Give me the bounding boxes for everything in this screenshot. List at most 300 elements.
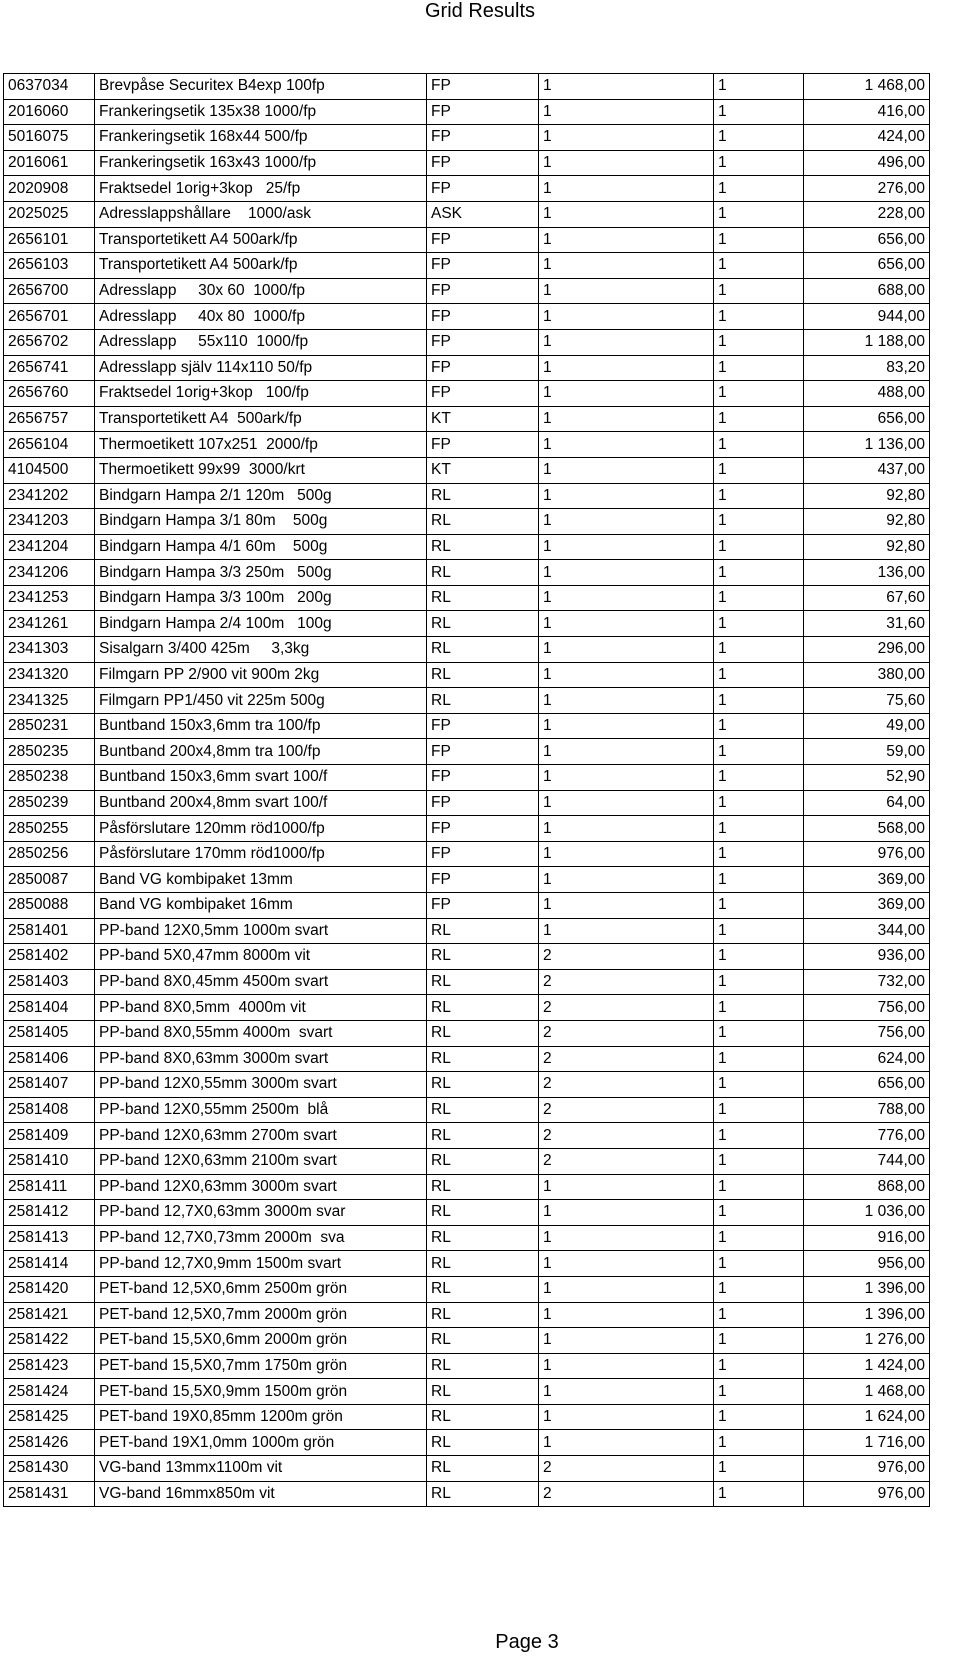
description-cell: Påsförslutare 170mm röd1000/fp xyxy=(95,841,427,867)
description-cell: Adresslapp 30x 60 1000/fp xyxy=(95,278,427,304)
quantity-cell: 1 xyxy=(539,509,714,535)
pack-count-cell: 1 xyxy=(714,1456,804,1482)
description-cell: Bindgarn Hampa 3/3 250m 500g xyxy=(95,560,427,586)
article-number-cell: 2581410 xyxy=(4,1148,95,1174)
description-cell: Buntband 200x4,8mm svart 100/f xyxy=(95,790,427,816)
price-cell: 656,00 xyxy=(804,1072,930,1098)
price-cell: 424,00 xyxy=(804,125,930,151)
description-cell: Bindgarn Hampa 3/3 100m 200g xyxy=(95,585,427,611)
pack-count-cell: 1 xyxy=(714,1430,804,1456)
pack-count-cell: 1 xyxy=(714,585,804,611)
unit-cell: RL xyxy=(427,688,539,714)
description-cell: PP-band 12X0,5mm 1000m svart xyxy=(95,918,427,944)
table-row xyxy=(4,406,930,432)
table-row xyxy=(4,637,930,663)
article-number-cell: 2581409 xyxy=(4,1123,95,1149)
description-cell: Fraktsedel 1orig+3kop 100/fp xyxy=(95,381,427,407)
table-row xyxy=(4,176,930,202)
description-cell: Frankeringsetik 135x38 1000/fp xyxy=(95,99,427,125)
table-row xyxy=(4,329,930,355)
price-cell: 1 276,00 xyxy=(804,1328,930,1354)
unit-cell: FP xyxy=(427,816,539,842)
quantity-cell: 1 xyxy=(539,278,714,304)
price-cell: 344,00 xyxy=(804,918,930,944)
unit-cell: RL xyxy=(427,1225,539,1251)
unit-cell: RL xyxy=(427,1404,539,1430)
article-number-cell: 2581411 xyxy=(4,1174,95,1200)
price-cell: 756,00 xyxy=(804,995,930,1021)
table-row xyxy=(4,1328,930,1354)
table-row xyxy=(4,893,930,919)
description-cell: Adresslapp 40x 80 1000/fp xyxy=(95,304,427,330)
price-cell: 437,00 xyxy=(804,457,930,483)
pack-count-cell: 1 xyxy=(714,278,804,304)
pack-count-cell: 1 xyxy=(714,381,804,407)
pack-count-cell: 1 xyxy=(714,1404,804,1430)
table-row xyxy=(4,1404,930,1430)
unit-cell: ASK xyxy=(427,201,539,227)
article-number-cell: 2850238 xyxy=(4,765,95,791)
quantity-cell: 1 xyxy=(539,560,714,586)
unit-cell: FP xyxy=(427,893,539,919)
price-cell: 496,00 xyxy=(804,150,930,176)
description-cell: Thermoetikett 99x99 3000/krt xyxy=(95,457,427,483)
quantity-cell: 1 xyxy=(539,841,714,867)
article-number-cell: 2581430 xyxy=(4,1456,95,1482)
quantity-cell: 2 xyxy=(539,1020,714,1046)
pack-count-cell: 1 xyxy=(714,995,804,1021)
quantity-cell: 1 xyxy=(539,611,714,637)
quantity-cell: 2 xyxy=(539,1123,714,1149)
article-number-cell: 2016060 xyxy=(4,99,95,125)
article-number-cell: 2850088 xyxy=(4,893,95,919)
table-row xyxy=(4,1251,930,1277)
description-cell: PP-band 12,7X0,9mm 1500m svart xyxy=(95,1251,427,1277)
pack-count-cell: 1 xyxy=(714,918,804,944)
description-cell: Adresslapp själv 114x110 50/fp xyxy=(95,355,427,381)
table-row xyxy=(4,1276,930,1302)
price-cell: 1 624,00 xyxy=(804,1404,930,1430)
pack-count-cell: 1 xyxy=(714,969,804,995)
description-cell: PET-band 15,5X0,6mm 2000m grön xyxy=(95,1328,427,1354)
table-row xyxy=(4,995,930,1021)
unit-cell: RL xyxy=(427,1456,539,1482)
pack-count-cell: 1 xyxy=(714,1020,804,1046)
article-number-cell: 2581420 xyxy=(4,1276,95,1302)
article-number-cell: 2581407 xyxy=(4,1072,95,1098)
table-row xyxy=(4,1148,930,1174)
table-row xyxy=(4,867,930,893)
unit-cell: FP xyxy=(427,867,539,893)
article-number-cell: 2581425 xyxy=(4,1404,95,1430)
unit-cell: FP xyxy=(427,790,539,816)
table-row xyxy=(4,99,930,125)
pack-count-cell: 1 xyxy=(714,1379,804,1405)
pack-count-cell: 1 xyxy=(714,1353,804,1379)
page-number: Page 3 xyxy=(495,1631,559,1653)
pack-count-cell: 1 xyxy=(714,1097,804,1123)
unit-cell: KT xyxy=(427,406,539,432)
price-cell: 624,00 xyxy=(804,1046,930,1072)
pack-count-cell: 1 xyxy=(714,1302,804,1328)
quantity-cell: 1 xyxy=(539,790,714,816)
quantity-cell: 1 xyxy=(539,893,714,919)
table-row xyxy=(4,509,930,535)
article-number-cell: 2581423 xyxy=(4,1353,95,1379)
unit-cell: FP xyxy=(427,329,539,355)
table-row xyxy=(4,432,930,458)
description-cell: PP-band 8X0,45mm 4500m svart xyxy=(95,969,427,995)
pack-count-cell: 1 xyxy=(714,227,804,253)
price-cell: 656,00 xyxy=(804,227,930,253)
article-number-cell: 5016075 xyxy=(4,125,95,151)
pack-count-cell: 1 xyxy=(714,713,804,739)
description-cell: Sisalgarn 3/400 425m 3,3kg xyxy=(95,637,427,663)
quantity-cell: 1 xyxy=(539,201,714,227)
article-number-cell: 2341206 xyxy=(4,560,95,586)
article-number-cell: 2341203 xyxy=(4,509,95,535)
description-cell: PP-band 12X0,55mm 2500m blå xyxy=(95,1097,427,1123)
pack-count-cell: 1 xyxy=(714,99,804,125)
unit-cell: FP xyxy=(427,253,539,279)
description-cell: PET-band 15,5X0,7mm 1750m grön xyxy=(95,1353,427,1379)
description-cell: PET-band 19X1,0mm 1000m grön xyxy=(95,1430,427,1456)
unit-cell: FP xyxy=(427,713,539,739)
quantity-cell: 2 xyxy=(539,995,714,1021)
description-cell: Påsförslutare 120mm röd1000/fp xyxy=(95,816,427,842)
price-cell: 1 396,00 xyxy=(804,1276,930,1302)
pack-count-cell: 1 xyxy=(714,1072,804,1098)
unit-cell: RL xyxy=(427,1430,539,1456)
price-cell: 568,00 xyxy=(804,816,930,842)
description-cell: Filmgarn PP1/450 vit 225m 500g xyxy=(95,688,427,714)
article-number-cell: 4104500 xyxy=(4,457,95,483)
unit-cell: RL xyxy=(427,662,539,688)
price-cell: 656,00 xyxy=(804,253,930,279)
article-number-cell: 2850087 xyxy=(4,867,95,893)
unit-cell: RL xyxy=(427,1200,539,1226)
table-row xyxy=(4,253,930,279)
unit-cell: RL xyxy=(427,509,539,535)
unit-cell: RL xyxy=(427,483,539,509)
table-row xyxy=(4,713,930,739)
article-number-cell: 2581403 xyxy=(4,969,95,995)
price-cell: 369,00 xyxy=(804,893,930,919)
unit-cell: RL xyxy=(427,944,539,970)
quantity-cell: 1 xyxy=(539,176,714,202)
description-cell: Buntband 150x3,6mm tra 100/fp xyxy=(95,713,427,739)
quantity-cell: 1 xyxy=(539,432,714,458)
description-cell: Brevpåse Securitex B4exp 100fp xyxy=(95,74,427,100)
article-number-cell: 2656700 xyxy=(4,278,95,304)
unit-cell: RL xyxy=(427,611,539,637)
table-row xyxy=(4,688,930,714)
price-cell: 1 424,00 xyxy=(804,1353,930,1379)
quantity-cell: 1 xyxy=(539,483,714,509)
price-cell: 92,80 xyxy=(804,534,930,560)
unit-cell: RL xyxy=(427,1174,539,1200)
description-cell: PP-band 8X0,63mm 3000m svart xyxy=(95,1046,427,1072)
quantity-cell: 1 xyxy=(539,457,714,483)
table-row xyxy=(4,1123,930,1149)
quantity-cell: 1 xyxy=(539,739,714,765)
quantity-cell: 2 xyxy=(539,1072,714,1098)
description-cell: PP-band 12X0,63mm 2100m svart xyxy=(95,1148,427,1174)
article-number-cell: 2656702 xyxy=(4,329,95,355)
price-cell: 1 188,00 xyxy=(804,329,930,355)
article-number-cell: 2581414 xyxy=(4,1251,95,1277)
description-cell: Transportetikett A4 500ark/fp xyxy=(95,253,427,279)
unit-cell: RL xyxy=(427,1328,539,1354)
price-cell: 59,00 xyxy=(804,739,930,765)
unit-cell: RL xyxy=(427,1302,539,1328)
article-number-cell: 2581406 xyxy=(4,1046,95,1072)
price-cell: 936,00 xyxy=(804,944,930,970)
table-row xyxy=(4,1353,930,1379)
article-number-cell: 2341303 xyxy=(4,637,95,663)
table-row xyxy=(4,1200,930,1226)
unit-cell: FP xyxy=(427,278,539,304)
article-number-cell: 2581422 xyxy=(4,1328,95,1354)
unit-cell: RL xyxy=(427,1353,539,1379)
pack-count-cell: 1 xyxy=(714,483,804,509)
price-cell: 756,00 xyxy=(804,1020,930,1046)
pack-count-cell: 1 xyxy=(714,1481,804,1507)
article-number-cell: 2581405 xyxy=(4,1020,95,1046)
pack-count-cell: 1 xyxy=(714,611,804,637)
quantity-cell: 2 xyxy=(539,1097,714,1123)
description-cell: PET-band 19X0,85mm 1200m grön xyxy=(95,1404,427,1430)
article-number-cell: 2850256 xyxy=(4,841,95,867)
description-cell: Bindgarn Hampa 4/1 60m 500g xyxy=(95,534,427,560)
quantity-cell: 1 xyxy=(539,1276,714,1302)
price-cell: 744,00 xyxy=(804,1148,930,1174)
price-cell: 1 716,00 xyxy=(804,1430,930,1456)
article-number-cell: 2581412 xyxy=(4,1200,95,1226)
quantity-cell: 1 xyxy=(539,918,714,944)
quantity-cell: 1 xyxy=(539,1251,714,1277)
pack-count-cell: 1 xyxy=(714,739,804,765)
quantity-cell: 2 xyxy=(539,969,714,995)
unit-cell: RL xyxy=(427,1481,539,1507)
table-row xyxy=(4,969,930,995)
article-number-cell: 2656741 xyxy=(4,355,95,381)
unit-cell: RL xyxy=(427,1379,539,1405)
description-cell: PP-band 8X0,55mm 4000m svart xyxy=(95,1020,427,1046)
unit-cell: RL xyxy=(427,534,539,560)
table-row xyxy=(4,1379,930,1405)
quantity-cell: 1 xyxy=(539,662,714,688)
pack-count-cell: 1 xyxy=(714,253,804,279)
table-row xyxy=(4,918,930,944)
table-row xyxy=(4,1097,930,1123)
price-cell: 75,60 xyxy=(804,688,930,714)
results-table xyxy=(3,73,930,1507)
quantity-cell: 1 xyxy=(539,1302,714,1328)
table-row xyxy=(4,1020,930,1046)
unit-cell: RL xyxy=(427,995,539,1021)
price-cell: 380,00 xyxy=(804,662,930,688)
unit-cell: RL xyxy=(427,1072,539,1098)
article-number-cell: 2581426 xyxy=(4,1430,95,1456)
pack-count-cell: 1 xyxy=(714,1046,804,1072)
description-cell: PP-band 5X0,47mm 8000m vit xyxy=(95,944,427,970)
price-cell: 83,20 xyxy=(804,355,930,381)
quantity-cell: 1 xyxy=(539,1404,714,1430)
quantity-cell: 1 xyxy=(539,1200,714,1226)
unit-cell: FP xyxy=(427,381,539,407)
article-number-cell: 2850235 xyxy=(4,739,95,765)
quantity-cell: 1 xyxy=(539,406,714,432)
price-cell: 488,00 xyxy=(804,381,930,407)
table-row xyxy=(4,1456,930,1482)
article-number-cell: 0637034 xyxy=(4,74,95,100)
article-number-cell: 2581421 xyxy=(4,1302,95,1328)
quantity-cell: 1 xyxy=(539,867,714,893)
price-cell: 49,00 xyxy=(804,713,930,739)
price-cell: 67,60 xyxy=(804,585,930,611)
description-cell: Band VG kombipaket 16mm xyxy=(95,893,427,919)
table-row xyxy=(4,1072,930,1098)
table-row xyxy=(4,944,930,970)
table-row xyxy=(4,355,930,381)
quantity-cell: 1 xyxy=(539,585,714,611)
price-cell: 228,00 xyxy=(804,201,930,227)
description-cell: PP-band 12,7X0,63mm 3000m svar xyxy=(95,1200,427,1226)
unit-cell: RL xyxy=(427,1251,539,1277)
quantity-cell: 1 xyxy=(539,227,714,253)
unit-cell: FP xyxy=(427,304,539,330)
quantity-cell: 1 xyxy=(539,99,714,125)
table-row xyxy=(4,74,930,100)
article-number-cell: 2016061 xyxy=(4,150,95,176)
table-row xyxy=(4,125,930,151)
table-row xyxy=(4,483,930,509)
quantity-cell: 1 xyxy=(539,816,714,842)
pack-count-cell: 1 xyxy=(714,457,804,483)
price-cell: 276,00 xyxy=(804,176,930,202)
unit-cell: KT xyxy=(427,457,539,483)
pack-count-cell: 1 xyxy=(714,1200,804,1226)
quantity-cell: 2 xyxy=(539,1046,714,1072)
description-cell: PP-band 12X0,63mm 2700m svart xyxy=(95,1123,427,1149)
price-cell: 52,90 xyxy=(804,765,930,791)
pack-count-cell: 1 xyxy=(714,1148,804,1174)
quantity-cell: 1 xyxy=(539,304,714,330)
table-row xyxy=(4,1302,930,1328)
article-number-cell: 2341204 xyxy=(4,534,95,560)
quantity-cell: 1 xyxy=(539,534,714,560)
description-cell: PP-band 12X0,55mm 3000m svart xyxy=(95,1072,427,1098)
table-row xyxy=(4,841,930,867)
unit-cell: FP xyxy=(427,432,539,458)
description-cell: VG-band 13mmx1100m vit xyxy=(95,1456,427,1482)
price-cell: 136,00 xyxy=(804,560,930,586)
unit-cell: RL xyxy=(427,969,539,995)
pack-count-cell: 1 xyxy=(714,1276,804,1302)
description-cell: Bindgarn Hampa 3/1 80m 500g xyxy=(95,509,427,535)
article-number-cell: 2656101 xyxy=(4,227,95,253)
unit-cell: RL xyxy=(427,1148,539,1174)
price-cell: 369,00 xyxy=(804,867,930,893)
table-row xyxy=(4,765,930,791)
quantity-cell: 1 xyxy=(539,74,714,100)
article-number-cell: 2020908 xyxy=(4,176,95,202)
unit-cell: FP xyxy=(427,355,539,381)
article-number-cell: 2581404 xyxy=(4,995,95,1021)
price-cell: 944,00 xyxy=(804,304,930,330)
quantity-cell: 1 xyxy=(539,1174,714,1200)
price-cell: 92,80 xyxy=(804,509,930,535)
description-cell: PET-band 12,5X0,7mm 2000m grön xyxy=(95,1302,427,1328)
table-row xyxy=(4,739,930,765)
description-cell: Filmgarn PP 2/900 vit 900m 2kg xyxy=(95,662,427,688)
article-number-cell: 2341325 xyxy=(4,688,95,714)
article-number-cell: 2581431 xyxy=(4,1481,95,1507)
table-row xyxy=(4,790,930,816)
article-number-cell: 2581424 xyxy=(4,1379,95,1405)
unit-cell: FP xyxy=(427,74,539,100)
description-cell: Bindgarn Hampa 2/4 100m 100g xyxy=(95,611,427,637)
quantity-cell: 1 xyxy=(539,1379,714,1405)
description-cell: Transportetikett A4 500ark/fp xyxy=(95,406,427,432)
article-number-cell: 2656103 xyxy=(4,253,95,279)
description-cell: Buntband 200x4,8mm tra 100/fp xyxy=(95,739,427,765)
price-cell: 732,00 xyxy=(804,969,930,995)
pack-count-cell: 1 xyxy=(714,816,804,842)
quantity-cell: 1 xyxy=(539,713,714,739)
price-cell: 688,00 xyxy=(804,278,930,304)
unit-cell: FP xyxy=(427,227,539,253)
table-row xyxy=(4,278,930,304)
unit-cell: RL xyxy=(427,585,539,611)
unit-cell: RL xyxy=(427,918,539,944)
pack-count-cell: 1 xyxy=(714,125,804,151)
unit-cell: RL xyxy=(427,1046,539,1072)
article-number-cell: 2341261 xyxy=(4,611,95,637)
table-row xyxy=(4,1174,930,1200)
article-number-cell: 2341253 xyxy=(4,585,95,611)
price-cell: 64,00 xyxy=(804,790,930,816)
description-cell: PP-band 12,7X0,73mm 2000m sva xyxy=(95,1225,427,1251)
quantity-cell: 1 xyxy=(539,765,714,791)
unit-cell: FP xyxy=(427,176,539,202)
pack-count-cell: 1 xyxy=(714,432,804,458)
article-number-cell: 2850231 xyxy=(4,713,95,739)
pack-count-cell: 1 xyxy=(714,150,804,176)
quantity-cell: 1 xyxy=(539,355,714,381)
quantity-cell: 2 xyxy=(539,1456,714,1482)
table-row xyxy=(4,662,930,688)
quantity-cell: 1 xyxy=(539,1430,714,1456)
pack-count-cell: 1 xyxy=(714,841,804,867)
article-number-cell: 2581401 xyxy=(4,918,95,944)
quantity-cell: 1 xyxy=(539,637,714,663)
price-cell: 1 468,00 xyxy=(804,74,930,100)
price-cell: 788,00 xyxy=(804,1097,930,1123)
price-cell: 776,00 xyxy=(804,1123,930,1149)
description-cell: Band VG kombipaket 13mm xyxy=(95,867,427,893)
table-row xyxy=(4,1481,930,1507)
pack-count-cell: 1 xyxy=(714,201,804,227)
price-cell: 1 468,00 xyxy=(804,1379,930,1405)
pack-count-cell: 1 xyxy=(714,765,804,791)
unit-cell: RL xyxy=(427,1276,539,1302)
price-cell: 956,00 xyxy=(804,1251,930,1277)
table-row xyxy=(4,201,930,227)
price-cell: 296,00 xyxy=(804,637,930,663)
article-number-cell: 2581402 xyxy=(4,944,95,970)
